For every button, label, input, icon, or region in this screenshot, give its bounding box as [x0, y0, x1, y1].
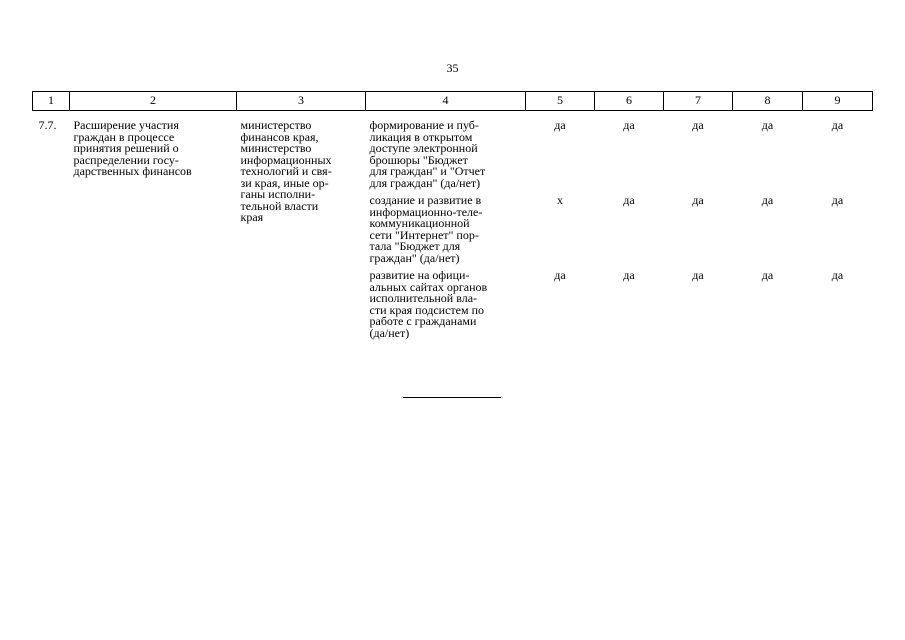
header-col-2: 2 — [70, 92, 237, 111]
header-col-6: 6 — [595, 92, 664, 111]
indicator-text: формирование и пуб- ликация в открытом доступе электронной брошюры "Бюджет для граждан" и "Отчет для граждан" (да/нет) — [369, 118, 486, 190]
indicator-value: да — [623, 268, 635, 282]
end-divider — [403, 397, 501, 398]
indicator-text: развитие на офици- альных сайтах органов исполнительной вла- сти края подсистем по работе с гражданами (да/нет) — [369, 268, 488, 340]
page-number: 35 — [446, 61, 459, 75]
header-row — [33, 92, 873, 111]
indicator-value: да — [761, 118, 774, 132]
indicator-value: да — [761, 268, 774, 282]
indicator-value: да — [831, 268, 844, 282]
indicator-text: создание и развитие в информационно-теле- коммуникационной сети "Интернет" пор- тала "Бюджет для граждан" (да/нет) — [369, 193, 483, 265]
header-col-4: 4 — [366, 92, 526, 111]
indicator-value: да — [692, 268, 704, 282]
responsible-executors: министерство финансов края, министерство информационных технологий и свя- зи края, иные ор- ганы исполни- тельной власти края — [240, 118, 332, 224]
header-col-7: 7 — [664, 92, 733, 111]
indicator-value: да — [692, 118, 704, 132]
measure-title: Расширение участия граждан в процессе принятия решений о распределении госу- дарственных финансов — [73, 118, 192, 178]
table-row — [33, 111, 873, 190]
indicator-value: да — [831, 193, 844, 207]
header-col-8: 8 — [733, 92, 803, 111]
indicator-value: да — [831, 118, 844, 132]
indicator-value: да — [761, 193, 774, 207]
header-col-1: 1 — [33, 92, 70, 111]
header-col-3: 3 — [237, 92, 366, 111]
indicator-value: х — [557, 193, 563, 207]
header-col-5: 5 — [526, 92, 595, 111]
indicator-value: да — [623, 193, 635, 207]
indicator-value: да — [554, 268, 566, 282]
indicator-value: да — [623, 118, 635, 132]
header-col-9: 9 — [803, 92, 873, 111]
indicator-value: да — [554, 118, 566, 132]
measures-table — [32, 91, 873, 339]
indicator-value: да — [692, 193, 704, 207]
row-number: 7.7. — [38, 118, 57, 132]
